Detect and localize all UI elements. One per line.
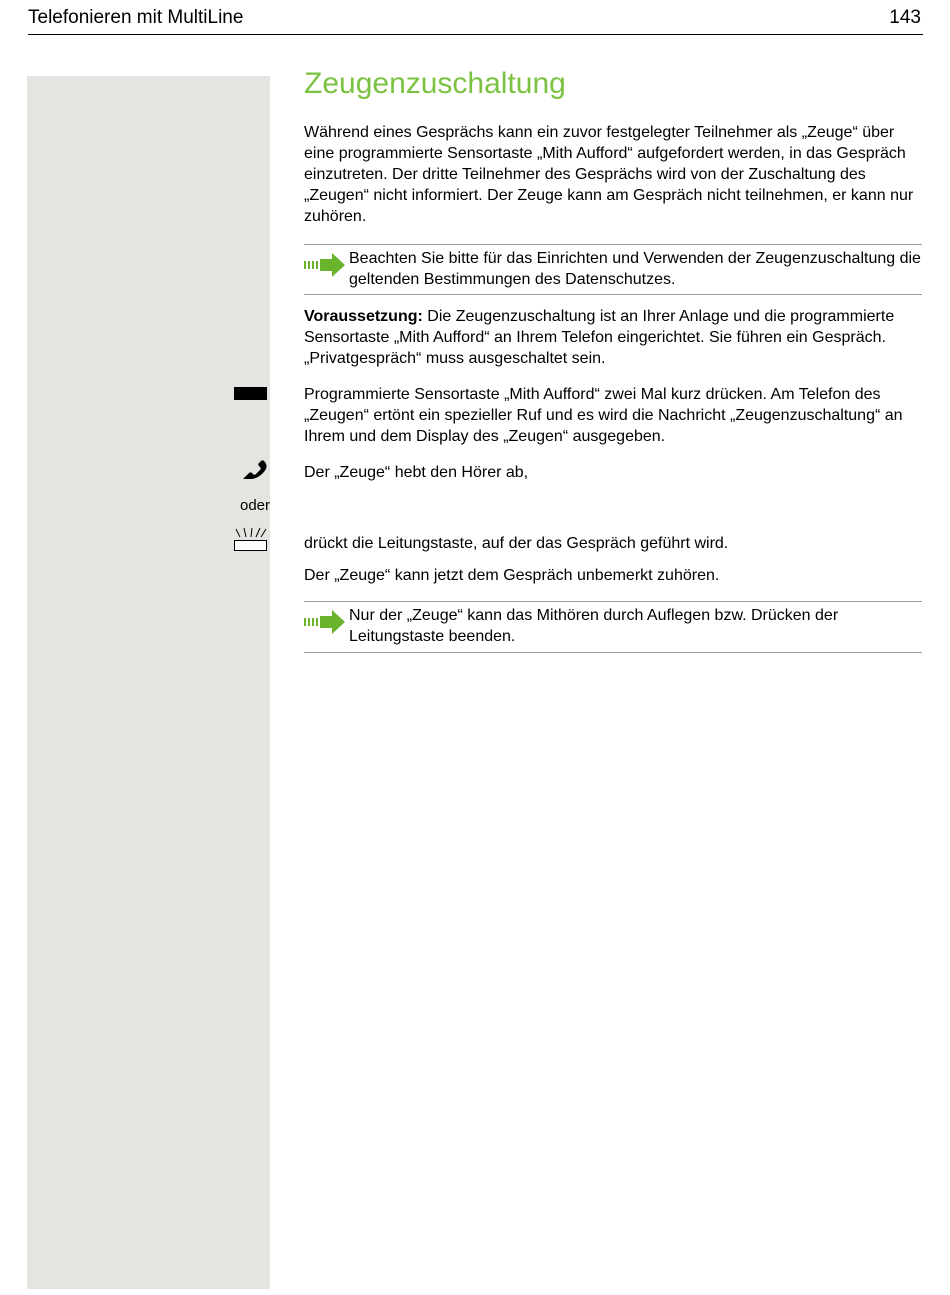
note-arrow-icon bbox=[304, 252, 346, 278]
or-label: oder bbox=[240, 497, 271, 514]
handset-lift-icon bbox=[241, 460, 269, 482]
left-margin-column bbox=[27, 76, 270, 1289]
line-key-icon bbox=[233, 527, 269, 553]
note-arrow-icon bbox=[304, 609, 346, 635]
prerequisite-text: Die Zeugenzuschaltung ist an Ihrer Anlage und die programmierte Sensortaste „Mith Aufford“ an Ihrem Telefon eingerichtet. Sie führen ein Gespräch. „Privatgespräch“ muss ausgeschaltet sein. bbox=[304, 308, 895, 367]
step-press-line-key: drückt die Leitungstaste, auf der das Gespräch geführt wird. bbox=[304, 535, 729, 552]
note-text-end-listening: Nur der „Zeuge“ kann das Mithören durch Auflegen bzw. Drücken der Leitungstaste beenden. bbox=[349, 607, 839, 645]
page-header bbox=[28, 7, 923, 35]
section-heading: Zeugenzuschaltung bbox=[304, 67, 566, 100]
intro-paragraph: Während eines Gesprächs kann ein zuvor festgelegter Teilnehmer als „Zeuge“ über eine programmierte Sensortaste „Mith Aufford“ aufgefordert werden, in das Gespräch einzutreten. Der dritte Teilnehmer des Gesprächs wird von der Zuschaltung des „Zeugen“ nicht informiert. Der Zeuge kann am Gespräch nicht teilnehmen, er kann nur zuhören. bbox=[304, 124, 914, 225]
step-press-sensor-key: Programmierte Sensortaste „Mith Aufford“ zwei Mal kurz drücken. Am Telefon des „Zeugen“ ertönt ein spezieller Ruf und es wird die Nachricht „Zeugenzuschaltung“ an Ihrem und dem Display des „Zeugen“ ausgegeben. bbox=[304, 386, 903, 445]
step-listen: Der „Zeuge“ kann jetzt dem Gespräch unbemerkt zuhören. bbox=[304, 567, 720, 584]
step-lift-handset: Der „Zeuge“ hebt den Hörer ab, bbox=[304, 464, 529, 481]
prerequisite-label: Voraussetzung: bbox=[304, 308, 423, 325]
page-number: 143 bbox=[889, 7, 921, 28]
prerequisite-paragraph bbox=[304, 306, 922, 369]
note-text-privacy: Beachten Sie bitte für das Einrichten und Verwenden der Zeugenzuschaltung die geltenden Bestimmungen des Datenschutzes. bbox=[349, 250, 921, 288]
sensor-key-icon bbox=[234, 387, 268, 401]
header-title: Telefonieren mit MultiLine bbox=[28, 7, 244, 28]
note-box-privacy bbox=[304, 244, 922, 295]
note-box-end-listening bbox=[304, 601, 922, 653]
